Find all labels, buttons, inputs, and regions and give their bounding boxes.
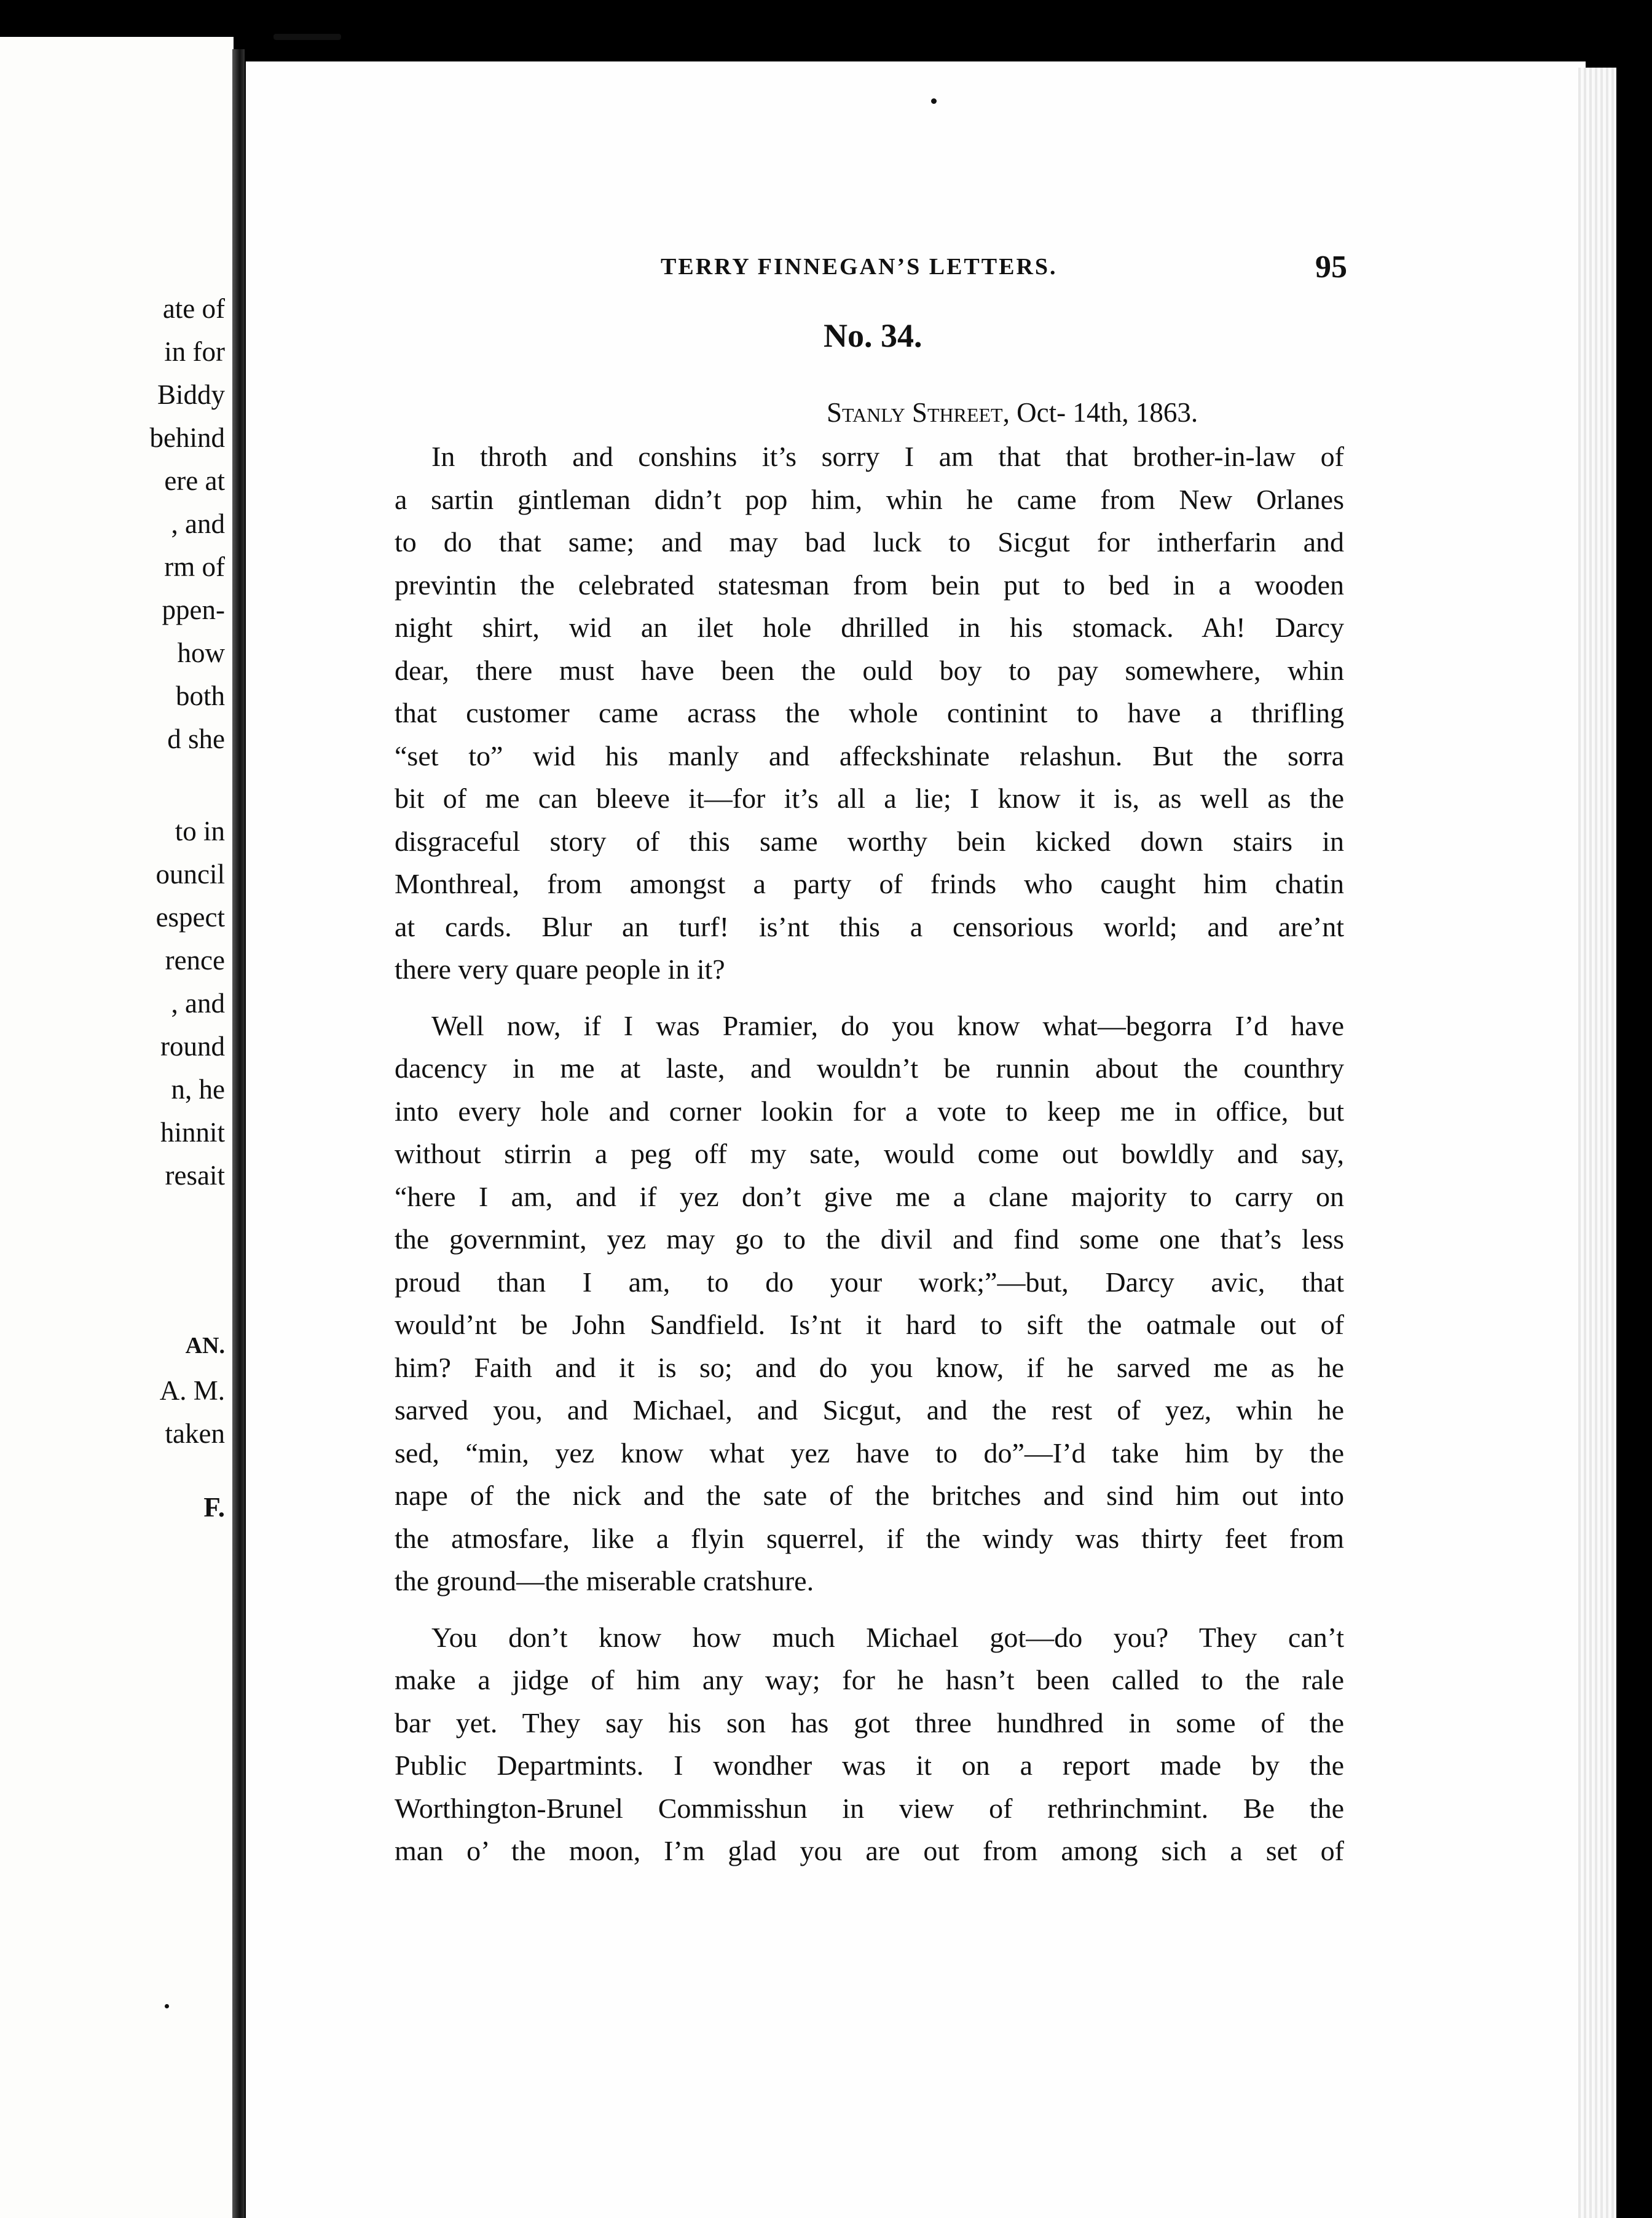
text-line: dear, there must have been the ould boy to pay somewhere, whin [395, 654, 1344, 686]
left-page-line: hinnit [160, 1117, 225, 1148]
left-page-line: AN. [185, 1333, 225, 1359]
text-line: bit of me can bleeve it—for it’s all a lie; I know it is, as well as the [395, 783, 1344, 814]
letter-body [395, 435, 1344, 1873]
text-line: In throth and conshins it’s sorry I am that that brother-in-law of [431, 441, 1344, 472]
letter-number: No. 34. [824, 317, 922, 354]
left-page-line: espect [155, 902, 225, 933]
text-line: dacency in me at laste, and wouldn’t be runnin about the counthry [395, 1052, 1344, 1084]
dateline-date: Oct- 14th, 1863. [1017, 397, 1198, 428]
text-line: at cards. Blur an turf! is’nt this a censorious world; and are’nt [395, 910, 1344, 942]
left-page-line: taken [165, 1418, 225, 1449]
text-line: sarved you, and Michael, and Sicgut, and the rest of yez, whin he [395, 1394, 1344, 1426]
left-page-line: both [175, 681, 225, 711]
dateline-street: Stanly Sthreet, [827, 397, 1010, 428]
text-line: nape of the nick and the sate of the britches and sind him out into [395, 1480, 1344, 1511]
text-line: Monthreal, from amongst a party of frinds who caught him chatin [395, 868, 1344, 899]
text-line: You don’t know how much Michael got—do you? They can’t [431, 1621, 1344, 1653]
text-line: would’nt be John Sandfield. Is’nt it hard to sift the oatmale out of [395, 1309, 1344, 1340]
left-page-line: d she [167, 724, 225, 754]
text-line: there very quare people in it? [395, 953, 725, 985]
text-line: Well now, if I was Pramier, do you know what—begorra I’d have [431, 1009, 1344, 1041]
text-line: man o’ the moon, I’m glad you are out from among sich a set of [395, 1835, 1344, 1866]
left-page-line: resait [165, 1160, 225, 1191]
left-page-line: how [177, 637, 225, 668]
text-line: without stirrin a peg off my sate, would come out bowldly and say, [395, 1138, 1344, 1169]
text-line: a sartin gintleman didn’t pop him, whin he came from New Orlanes [395, 483, 1344, 515]
left-page-line: rm of [164, 551, 225, 582]
ink-speck [273, 34, 341, 40]
left-page-line: , and [171, 508, 225, 539]
dateline [827, 397, 1198, 428]
text-line: that customer came acrass the whole continint to have a thrifling [395, 697, 1344, 728]
left-page-line: rence [165, 945, 225, 976]
text-line: “here I am, and if yez don’t give me a clane majority to carry on [395, 1180, 1344, 1212]
left-page-line: F. [203, 1492, 225, 1523]
text-line: “set to” wid his manly and affeckshinate relashun. But the sorra [395, 740, 1344, 772]
ink-speck [931, 98, 937, 104]
text-line: night shirt, wid an ilet hole dhrilled in his stomack. Ah! Darcy [395, 612, 1344, 643]
left-page-line: A. M. [159, 1375, 225, 1406]
text-line: disgraceful story of this same worthy bein kicked down stairs in [395, 825, 1344, 857]
text-line: proud than I am, to do your work;”—but, Darcy avic, that [395, 1266, 1344, 1298]
left-page-line: Biddy [157, 379, 225, 410]
text-line: bar yet. They say his son has got three hundhred in some of the [395, 1707, 1344, 1738]
left-page-fragment [0, 37, 234, 2218]
text-line: previntin the celebrated statesman from bein put to bed in a wooden [395, 569, 1344, 601]
left-page-line: round [160, 1031, 225, 1062]
page-edges [1578, 68, 1616, 2218]
text-line: sed, “min, yez know what yez have to do”—I’d take him by the [395, 1437, 1344, 1469]
page-number: 95 [1315, 250, 1347, 285]
text-line: him? Faith and it is so; and do you know, if he sarved me as he [395, 1351, 1344, 1383]
running-head: TERRY FINNEGAN’S LETTERS. [661, 254, 1058, 280]
left-page-line: ppen- [162, 594, 225, 625]
book-gutter [232, 49, 245, 2218]
text-line: Public Departmints. I wondher was it on a report made by the [395, 1750, 1344, 1781]
text-line: the governmint, yez may go to the divil and find some one that’s less [395, 1223, 1344, 1255]
left-page-line: ere at [164, 465, 225, 496]
left-page-line: n, he [171, 1074, 225, 1105]
text-line: Worthington-Brunel Commisshun in view of rethrinchmint. Be the [395, 1792, 1344, 1824]
left-page-line: ouncil [155, 859, 225, 890]
text-line: make a jidge of him any way; for he hasn’t been called to the rale [395, 1664, 1344, 1695]
left-page-line: ate of [162, 293, 225, 324]
text-line: the ground—the miserable cratshure. [395, 1565, 814, 1596]
left-page-line: , and [171, 988, 225, 1019]
left-page-line: behind [149, 422, 225, 453]
text-line: the atmosfare, like a flyin squerrel, if the windy was thirty feet from [395, 1522, 1344, 1554]
text-line: into every hole and corner lookin for a vote to keep me in office, but [395, 1095, 1344, 1127]
text-line: to do that same; and may bad luck to Sicgut for intherfarin and [395, 526, 1344, 558]
left-page-line: to in [175, 816, 225, 847]
ink-speck [165, 2004, 169, 2008]
left-page-line: in for [164, 336, 225, 367]
